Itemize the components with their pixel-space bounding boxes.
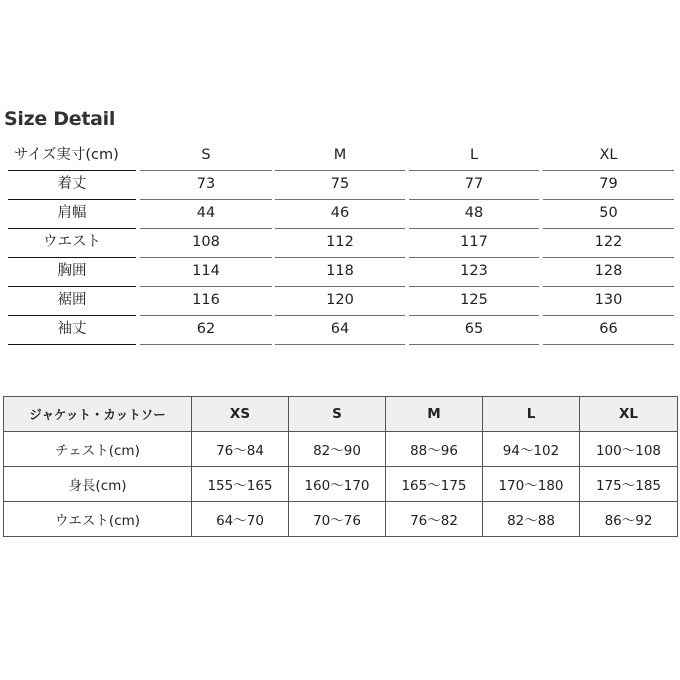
jacket-cell: 76〜82 bbox=[386, 502, 483, 537]
size-detail-cell: 77 bbox=[464, 176, 484, 192]
jacket-cell: 82〜90 bbox=[289, 432, 386, 467]
size-detail-cell: 122 bbox=[594, 234, 623, 250]
jacket-cell: 160〜170 bbox=[289, 467, 386, 502]
jacket-cell: 170〜180 bbox=[483, 467, 580, 502]
size-detail-header-cell: サイズ実寸(cm) bbox=[14, 147, 119, 163]
size-detail-cell: 125 bbox=[460, 292, 488, 308]
jacket-row-label: 身長(cm) bbox=[4, 467, 192, 502]
size-detail-title: Size Detail bbox=[4, 108, 116, 130]
jacket-cell: 175〜185 bbox=[580, 467, 678, 502]
jacket-cell: 82〜88 bbox=[483, 502, 580, 537]
row-divider bbox=[543, 344, 674, 345]
jacket-row-label: ウエスト(cm) bbox=[4, 502, 192, 537]
size-detail-cell: 117 bbox=[460, 234, 488, 250]
size-detail-cell: 130 bbox=[594, 292, 623, 308]
jacket-cell: 94〜102 bbox=[483, 432, 580, 467]
size-detail-cell: 46 bbox=[330, 205, 350, 221]
row-divider bbox=[275, 344, 405, 345]
jacket-header-cell: L bbox=[483, 397, 580, 432]
size-detail-cell: 75 bbox=[330, 176, 350, 192]
row-divider bbox=[409, 344, 539, 345]
size-detail-cell: 66 bbox=[599, 321, 618, 337]
size-detail-cell: 118 bbox=[326, 263, 354, 279]
jacket-header-row bbox=[4, 397, 678, 432]
jacket-row bbox=[4, 432, 678, 467]
size-detail-header-cell: XL bbox=[599, 147, 618, 163]
size-detail-header-cell: M bbox=[333, 147, 347, 163]
size-detail-header-cell: S bbox=[201, 147, 211, 163]
row-divider bbox=[140, 344, 272, 345]
size-detail-cell: 44 bbox=[196, 205, 216, 221]
size-detail-table bbox=[0, 140, 680, 350]
size-detail-row-label: 肩幅 bbox=[57, 205, 87, 221]
size-detail-row-label: 裾囲 bbox=[57, 292, 87, 308]
jacket-cell: 64〜70 bbox=[192, 502, 289, 537]
jacket-row bbox=[4, 502, 678, 537]
size-detail-cell: 116 bbox=[192, 292, 220, 308]
size-detail-cell: 108 bbox=[192, 234, 220, 250]
size-detail-row-label: 胸囲 bbox=[57, 263, 87, 279]
size-detail-cell: 128 bbox=[594, 263, 623, 279]
size-detail-cell: 64 bbox=[330, 321, 350, 337]
jacket-cell: 88〜96 bbox=[386, 432, 483, 467]
size-detail-row-label: ウエスト bbox=[43, 234, 101, 250]
jacket-cell: 155〜165 bbox=[192, 467, 289, 502]
size-detail-cell: 123 bbox=[460, 263, 488, 279]
size-detail-cell: 50 bbox=[599, 205, 618, 221]
size-detail-cell: 62 bbox=[196, 321, 216, 337]
size-detail-row-label: 着丈 bbox=[57, 176, 87, 192]
jacket-cell: 86〜92 bbox=[580, 502, 678, 537]
jacket-header-cell: XS bbox=[192, 397, 289, 432]
jacket-header-cell: ジャケット・カットソー bbox=[4, 397, 192, 432]
row-divider bbox=[8, 344, 136, 345]
jacket-cell: 70〜76 bbox=[289, 502, 386, 537]
jacket-cell: 165〜175 bbox=[386, 467, 483, 502]
size-detail-cell: 48 bbox=[464, 205, 484, 221]
size-detail-header-cell: L bbox=[469, 147, 479, 163]
jacket-header-cell: M bbox=[386, 397, 483, 432]
jacket-row-label: チェスト(cm) bbox=[4, 432, 192, 467]
jacket-row bbox=[4, 467, 678, 502]
size-detail-cell: 65 bbox=[464, 321, 484, 337]
size-detail-cell: 120 bbox=[326, 292, 354, 308]
jacket-size-table bbox=[3, 396, 678, 537]
jacket-header-cell: XL bbox=[580, 397, 678, 432]
size-detail-row-label: 袖丈 bbox=[57, 321, 87, 337]
jacket-cell: 76〜84 bbox=[192, 432, 289, 467]
jacket-cell: 100〜108 bbox=[580, 432, 678, 467]
size-detail-cell: 112 bbox=[326, 234, 354, 250]
size-detail-cell: 79 bbox=[599, 176, 618, 192]
size-detail-cell: 73 bbox=[196, 176, 216, 192]
size-detail-cell: 114 bbox=[192, 263, 220, 279]
jacket-header-cell: S bbox=[289, 397, 386, 432]
